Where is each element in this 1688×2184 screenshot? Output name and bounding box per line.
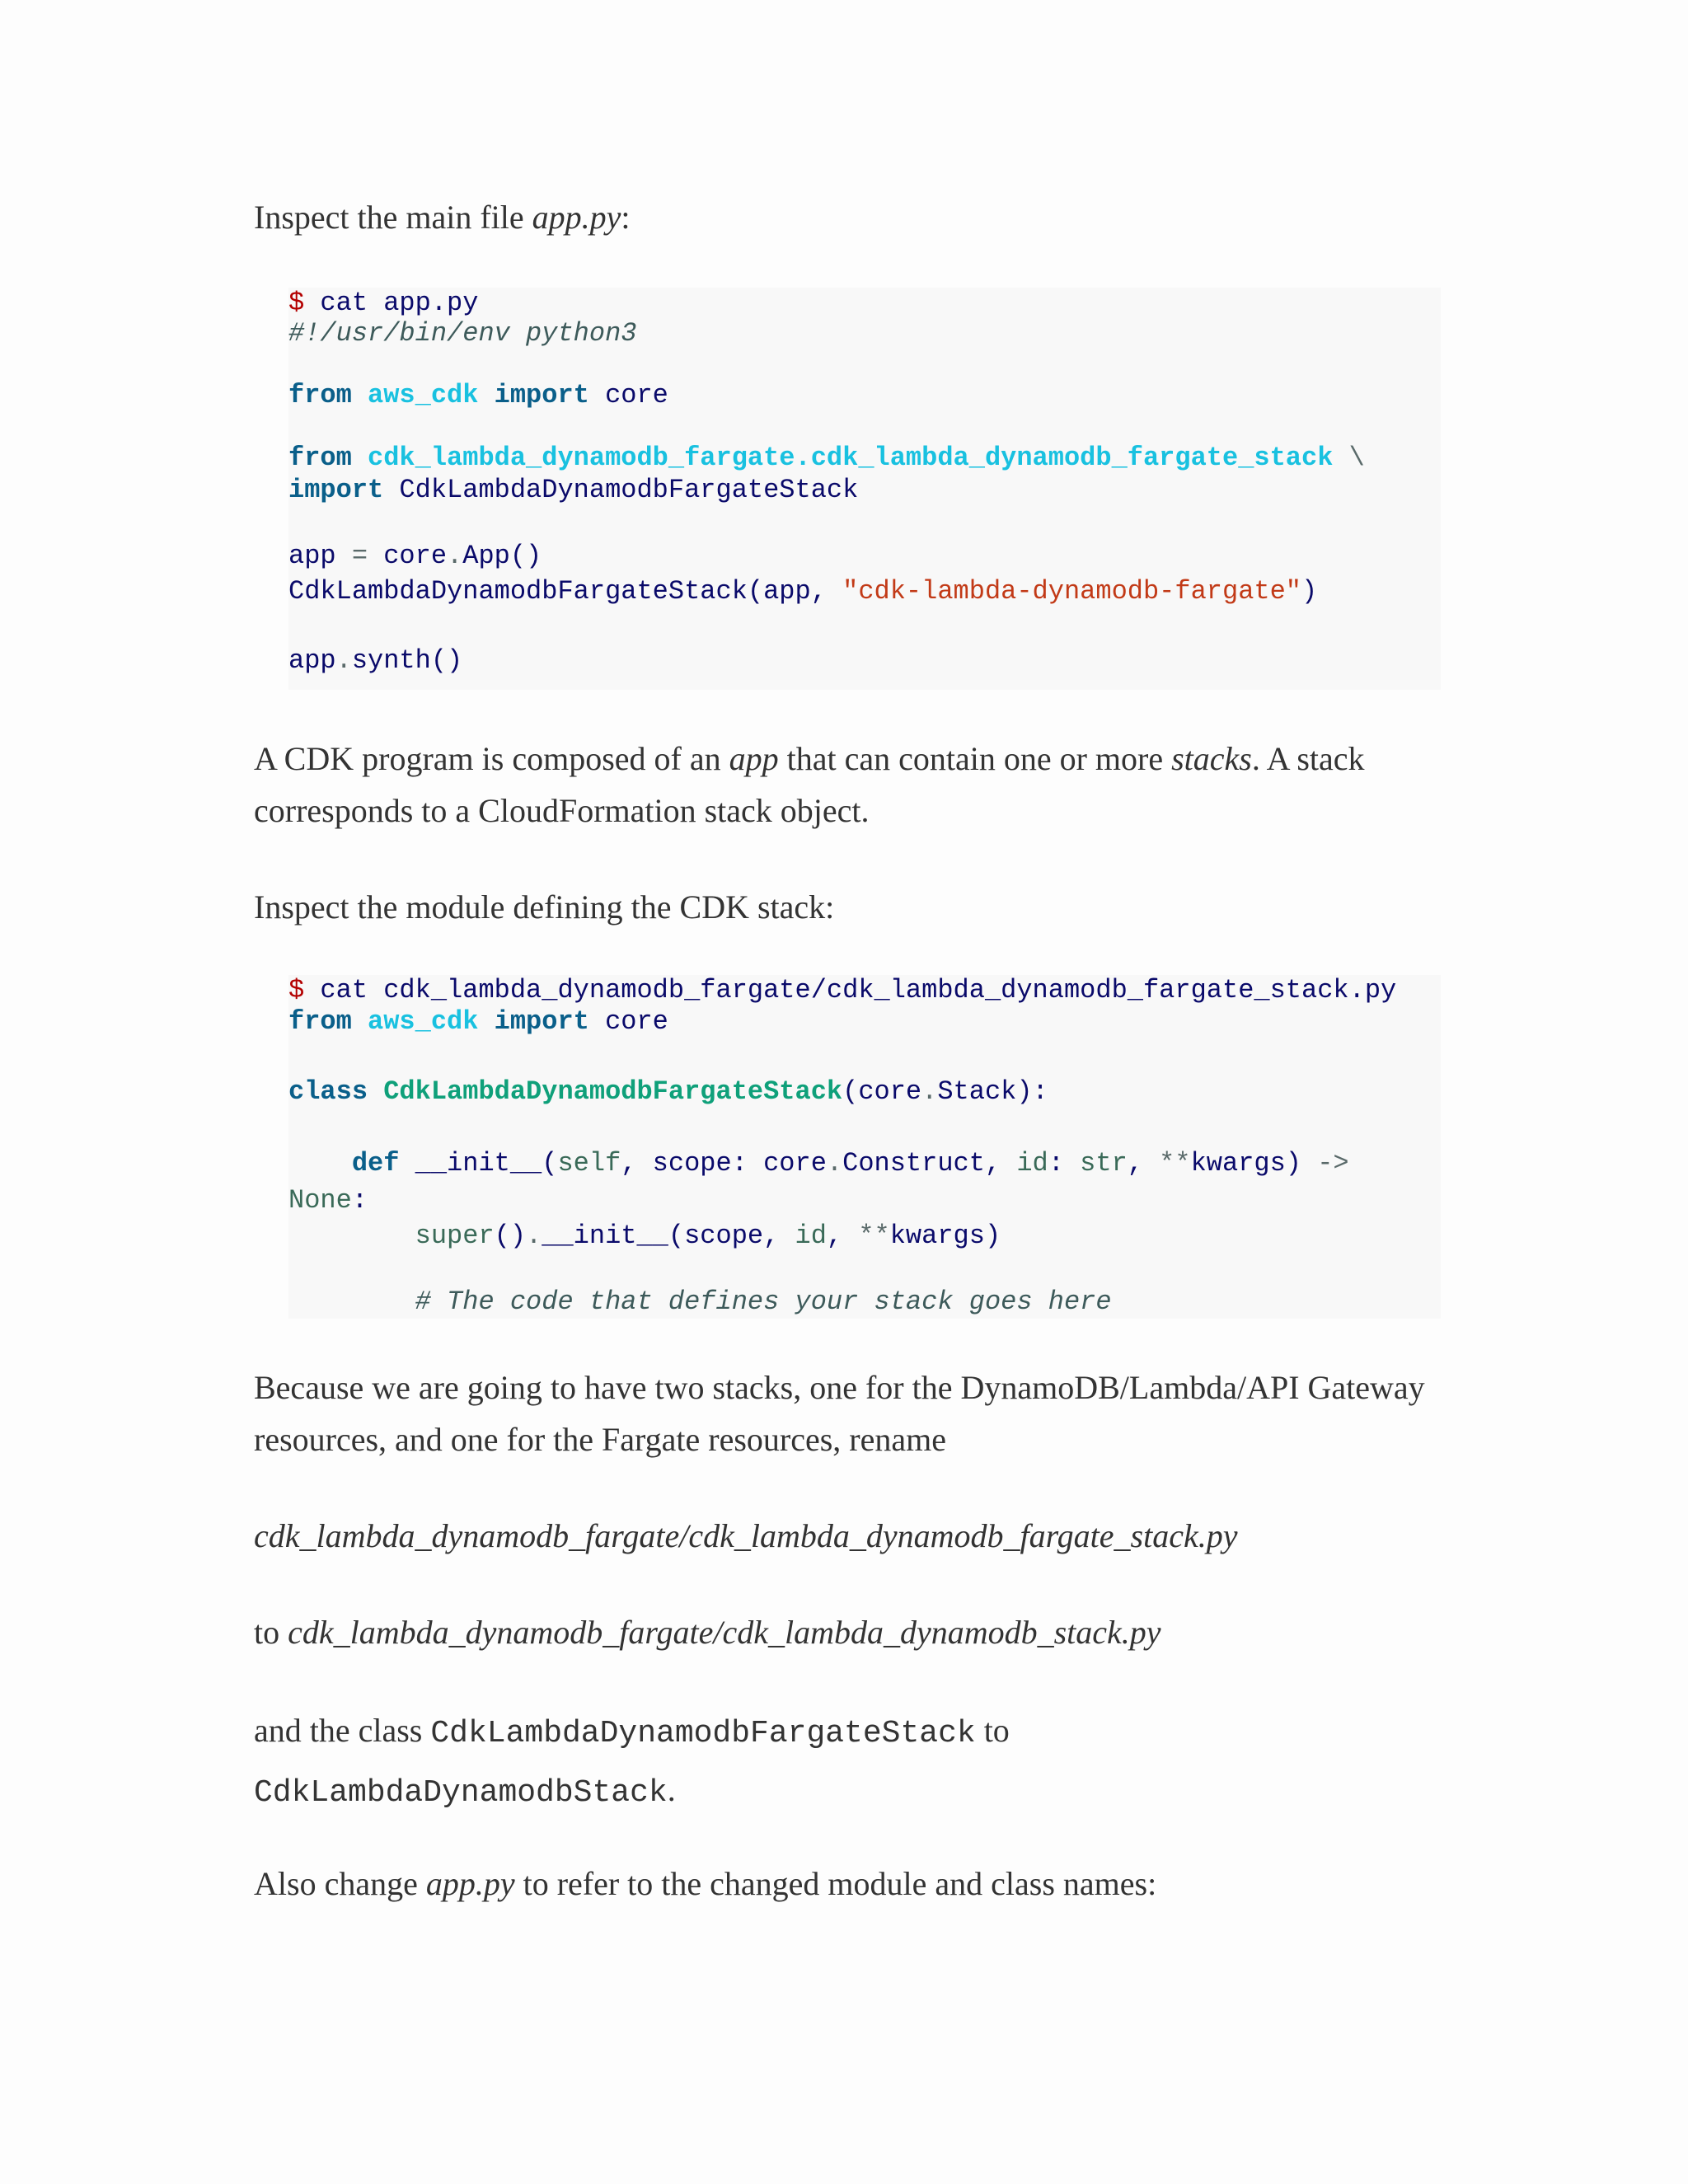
code-line-shebang: #!/usr/bin/env python3	[288, 318, 637, 349]
document-page	[254, 191, 1441, 1910]
code-line-comment: # The code that defines your stack goes here	[415, 1286, 1112, 1317]
paragraph-inspect-module: Inspect the module defining the CDK stack:	[254, 888, 835, 926]
paragraph-new-filename: to cdk_lambda_dynamodb_fargate/cdk_lambda_dynamodb_stack.py	[254, 1614, 1161, 1651]
code-line-super-init: super().__init__(scope, id, **kwargs)	[415, 1221, 1001, 1251]
code-line-app-assign: app = core.App()	[288, 541, 542, 571]
code-line-class-definition: class CdkLambdaDynamodbFargateStack(core.Stack):	[288, 1076, 1048, 1107]
old-class-name: CdkLambdaDynamodbFargateStack	[430, 1716, 976, 1751]
code-line-from-stack-module: from cdk_lambda_dynamodb_fargate.cdk_lambda_dynamodb_fargate_stack \	[288, 443, 1365, 473]
paragraph-rename-explanation: Because we are going to have two stacks, one for the DynamoDB/Lambda/API Gateway resources, and one for the Fargate resources, rename	[254, 1369, 1425, 1458]
code-line-stack-instantiation: CdkLambdaDynamodbFargateStack(app, "cdk-lambda-dynamodb-fargate")	[288, 576, 1318, 607]
code-line-init-signature: def __init__(self, scope: core.Construct, id: str, **kwargs) ->	[351, 1148, 1349, 1179]
code-block-app-py	[288, 288, 1441, 690]
code-line-app-synth: app.synth()	[288, 645, 463, 676]
code-line-import-core: from aws_cdk import core	[288, 380, 668, 410]
paragraph-class-rename: and the class CdkLambdaDynamodbFargateStack to CdkLambdaDynamodbStack.	[254, 1712, 1010, 1811]
filename-app-py: app.py	[532, 199, 621, 236]
code-line-command: $ cat cdk_lambda_dynamodb_fargate/cdk_lambda_dynamodb_fargate_stack.py	[288, 975, 1397, 1005]
new-class-name: CdkLambdaDynamodbStack	[254, 1775, 668, 1811]
paragraph-change-app-py: Also change app.py to refer to the changed module and class names:	[254, 1865, 1157, 1902]
code-block-stack-module	[288, 975, 1441, 1319]
code-line-import-stack-class: import CdkLambdaDynamodbFargateStack	[288, 475, 859, 505]
code-line-command: $ cat app.py	[288, 288, 479, 318]
paragraph-cdk-program: A CDK program is composed of an app that can contain one or more stacks. A stack corresponds to a CloudFormation stack object.	[254, 740, 1365, 829]
paragraph-inspect-main-file: Inspect the main file app.py:	[254, 199, 631, 236]
code-line-return-type: None:	[288, 1185, 368, 1216]
code-line-import-core: from aws_cdk import core	[288, 1006, 668, 1037]
paragraph-old-filename: cdk_lambda_dynamodb_fargate/cdk_lambda_dynamodb_fargate_stack.py	[254, 1517, 1238, 1554]
